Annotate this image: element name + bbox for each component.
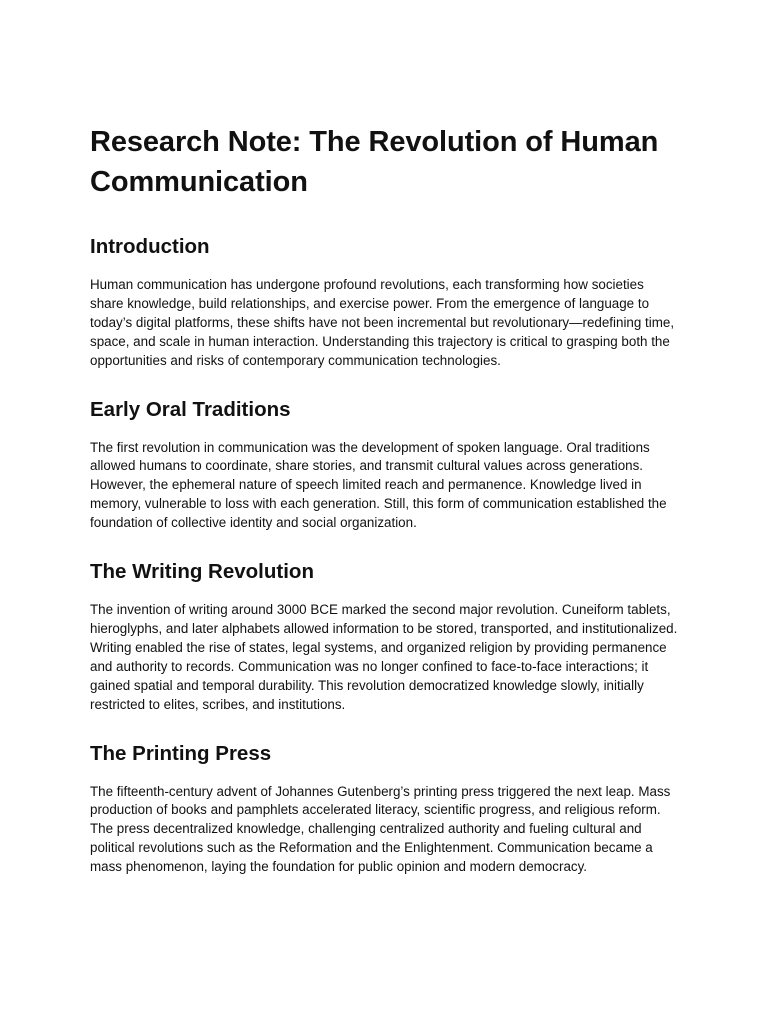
section-paragraph: The fifteenth-century advent of Johannes Gutenberg’s printing press triggered the next leap. Mass production of books and pamphlets accelerated literacy, scientific progress, and religious reform. The press decentralized knowledge, challenging centralized authority and fueling cultural and political revolutions such as the Reformation and the Enlightenment. Communication became a mass phenomenon, laying the foundation for public opinion and modern democracy. bbox=[90, 783, 671, 875]
document-page bbox=[90, 122, 680, 903]
section-writing-revolution bbox=[90, 559, 680, 714]
section-printing-press bbox=[90, 741, 680, 878]
section-paragraph: Human communication has undergone profound revolutions, each transforming how societies share knowledge, build relationships, and exercise power. From the emergence of language to today’s digital platforms, these shifts have not been incremental but revolutionary—redefining time, space, and scale in human interaction. Understanding this trajectory is critical to grasping both the opportunities and risks of contemporary communication technologies. bbox=[90, 277, 675, 368]
section-early-oral-traditions bbox=[90, 397, 680, 534]
section-heading: Early Oral Traditions bbox=[90, 397, 291, 421]
section-paragraph: The invention of writing around 3000 BCE marked the second major revolution. Cuneiform tablets, hieroglyphs, and later alphabets allowed information to be stored, transported, and institutionalized. Writing enabled the rise of states, legal systems, and organized religion by providing permanence and authority to records. Communication was no longer confined to face-to-face interactions; it gained spatial and temporal durability. This revolution democratized knowledge slowly, initially restricted to elites, scribes, and institutions. bbox=[90, 602, 678, 712]
section-heading: The Printing Press bbox=[90, 741, 272, 765]
document-title: Research Note: The Revolution of Human Communication bbox=[90, 126, 659, 198]
section-introduction bbox=[90, 234, 680, 371]
section-heading: Introduction bbox=[90, 235, 210, 258]
section-paragraph: The first revolution in communication was the development of spoken language. Oral traditions allowed humans to coordinate, share stories, and transmit cultural values across generations. However, the ephemeral nature of speech limited reach and permanence. Knowledge lived in memory, vulnerable to loss with each generation. Still, this form of communication established the foundation of collective identity and social organization. bbox=[90, 439, 667, 531]
section-heading: The Writing Revolution bbox=[90, 560, 314, 584]
